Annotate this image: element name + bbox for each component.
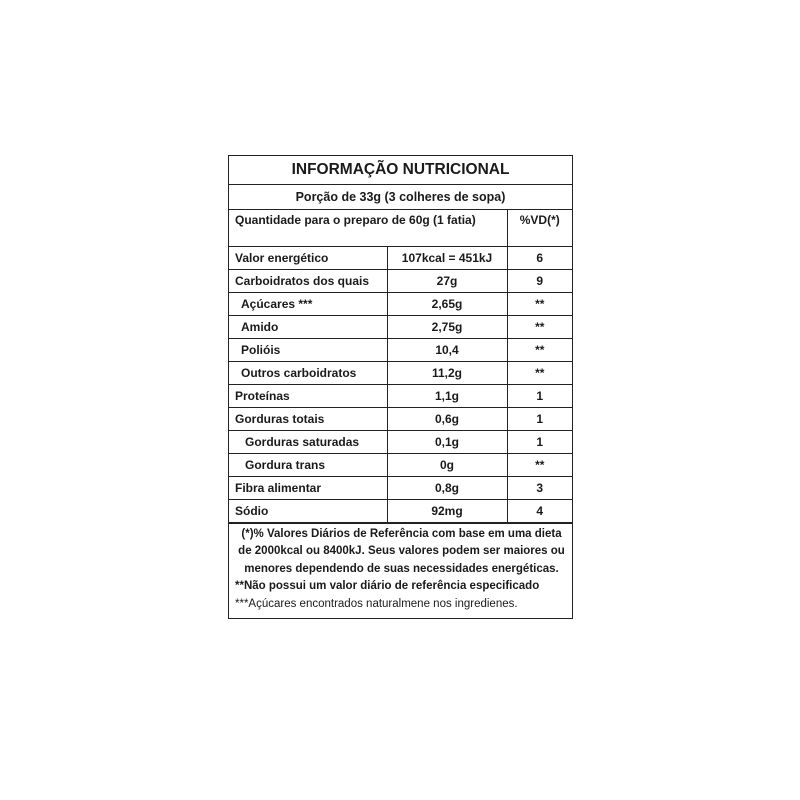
quantity-header: Quantidade para o preparo de 60g (1 fatia) (229, 210, 507, 246)
table-row (229, 246, 572, 269)
nutrient-name: Fibra alimentar (229, 476, 387, 499)
nutrient-amount: 1,1g (387, 384, 507, 407)
table-row (229, 315, 572, 338)
nutrient-dv: ** (507, 453, 572, 476)
nutrient-amount: 2,65g (387, 292, 507, 315)
table-row (229, 453, 572, 476)
nutrient-name: Carboidratos dos quais (229, 269, 387, 292)
nutrient-name: Valor energético (229, 246, 387, 269)
nutrient-dv: 1 (507, 384, 572, 407)
nutrient-amount: 2,75g (387, 315, 507, 338)
nutrient-amount: 107kcal = 451kJ (387, 246, 507, 269)
table-row (229, 338, 572, 361)
table-row (229, 476, 572, 499)
nutrient-amount: 10,4 (387, 338, 507, 361)
nutrient-name: Polióis (229, 338, 387, 361)
label-title: INFORMAÇÃO NUTRICIONAL (229, 156, 572, 185)
footnote-sugars: ***Açúcares encontrados naturalmene nos ingredienes. (235, 597, 518, 610)
nutrient-name: Gordura trans (229, 453, 387, 476)
nutrient-dv: ** (507, 338, 572, 361)
nutrition-facts-label (228, 155, 573, 619)
nutrient-name: Açúcares *** (229, 292, 387, 315)
nutrient-name: Outros carboidratos (229, 361, 387, 384)
nutrient-dv: ** (507, 292, 572, 315)
footnotes (229, 523, 572, 619)
nutrient-amount: 92mg (387, 499, 507, 522)
table-row (229, 430, 572, 453)
dv-header: %VD(*) (507, 210, 572, 246)
nutrient-dv: 1 (507, 407, 572, 430)
nutrient-amount: 0,1g (387, 430, 507, 453)
footnote-reference: (*)% Valores Diários de Referência com base em uma dieta de 2000kcal ou 8400kJ. Seus valores podem ser maiores ou menores dependendo de suas necessidades energéticas. (238, 527, 565, 575)
footnote-no-reference: **Não possui um valor diário de referência especificado (235, 580, 540, 592)
nutrient-dv: 3 (507, 476, 572, 499)
nutrient-name: Proteínas (229, 384, 387, 407)
nutrient-name: Gorduras saturadas (229, 430, 387, 453)
table-row (229, 292, 572, 315)
portion-size: Porção de 33g (3 colheres de sopa) (229, 185, 572, 210)
nutrient-dv: 6 (507, 246, 572, 269)
nutrient-amount: 0,6g (387, 407, 507, 430)
nutrient-dv: 4 (507, 499, 572, 522)
nutrient-name: Amido (229, 315, 387, 338)
nutrient-name: Sódio (229, 499, 387, 522)
table-row (229, 499, 572, 522)
nutrient-name: Gorduras totais (229, 407, 387, 430)
nutrient-amount: 11,2g (387, 361, 507, 384)
nutrient-dv: 9 (507, 269, 572, 292)
table-row (229, 384, 572, 407)
nutrient-dv: 1 (507, 430, 572, 453)
nutrition-table (229, 210, 572, 523)
table-row (229, 407, 572, 430)
nutrient-amount: 0g (387, 453, 507, 476)
table-row (229, 361, 572, 384)
table-row (229, 269, 572, 292)
nutrient-dv: ** (507, 315, 572, 338)
nutrient-dv: ** (507, 361, 572, 384)
nutrient-amount: 27g (387, 269, 507, 292)
table-header-row (229, 210, 572, 246)
nutrient-amount: 0,8g (387, 476, 507, 499)
